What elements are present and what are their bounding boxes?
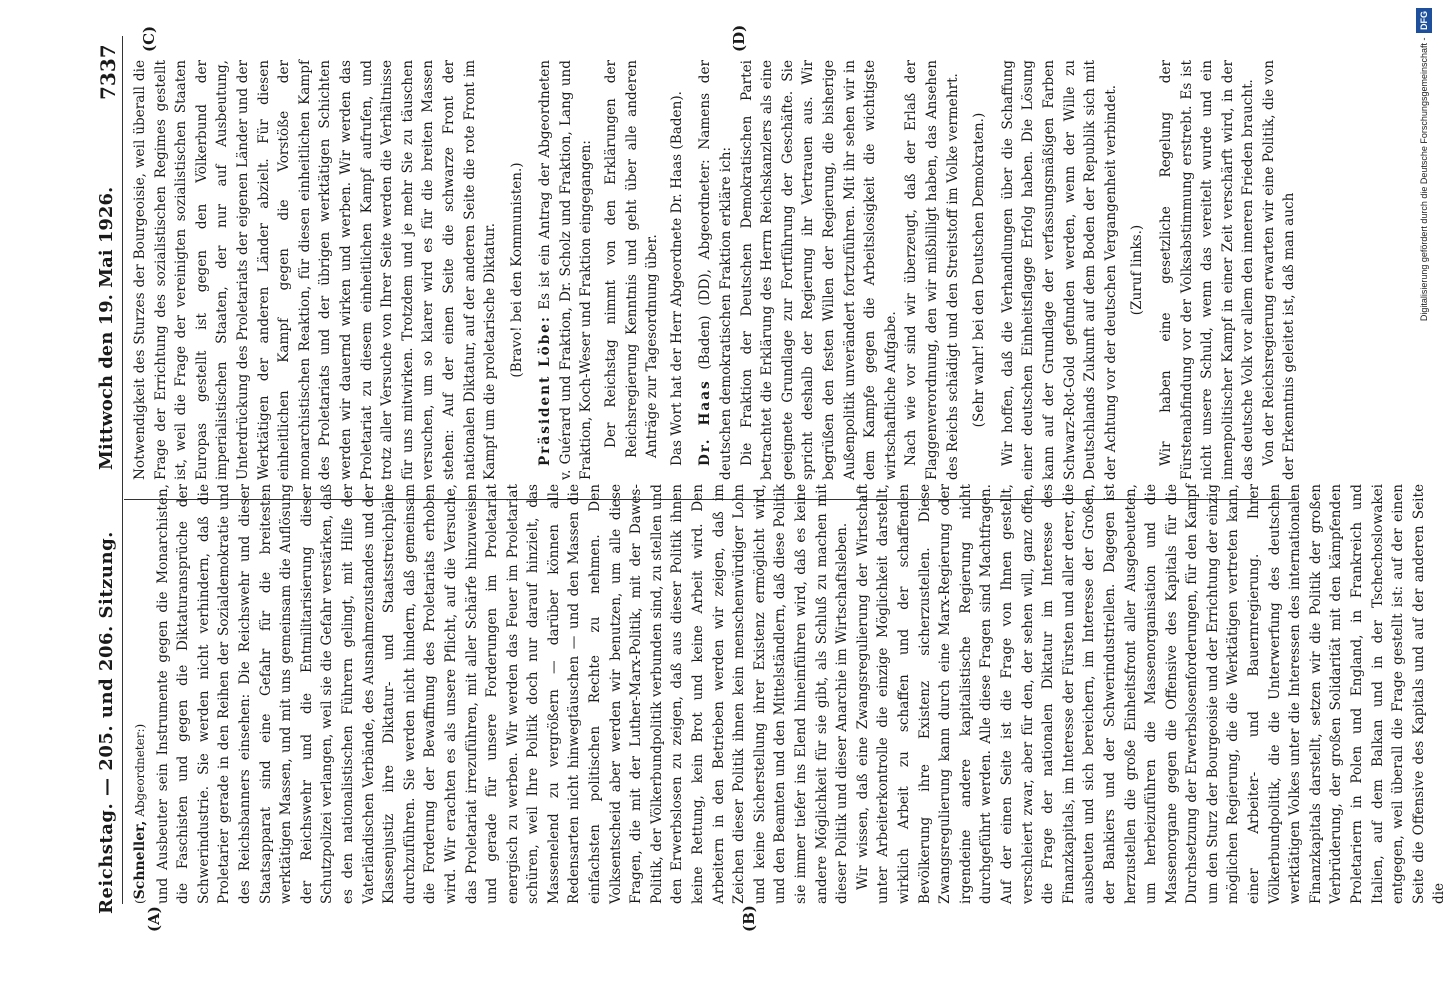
paragraph: Die Fraktion der Deutschen Demokratischen Partei betrachtet die Erklärung des Herrn Reichskanzlers als eine geeignete Grundlage zur Fortführung der Geschäfte. Sie spricht deshalb der Regierung ihr Vertrauen aus. Wir begrüßen den festen Willen der Regierung, die bisherige Außenpolitik unverändert fortzuführen. Mit ihr sehen wir in dem Kampfe gegen die Arbeitslosigkeit die wichtigste wirtschaftliche Aufgabe. — [738, 60, 899, 480]
motion-text: Der Reichstag nimmt von den Erklärungen der Reichsregierung Kenntnis und geht über alle anderen Anträge zur Tagesordnung über. — [603, 60, 661, 458]
paragraph: Notwendigkeit des Sturzes der Bourgeoisie, weil überall die Frage der Errichtung des sozialistischen Regimes gestellt ist, weil die Frage der vereinigten sozialistischen Staaten Europas gestellt ist gegen den Völkerbund der imperialistischen Staaten, der nur auf Ausbeutung, Unterdrückung des Proletariats der eigenen Länder und der Werktätigen der anderen Länder abzielt. Für diesen einheitlichen Kampf gegen die Vorstöße der monarchistischen Reaktion, für diesen einheitlichen Kampf des Proletariats und der übrigen werktätigen Schichten werden wir dauernd wirken und werben. Wir werden das Proletariat zu diesem einheitlichen Kampf aufrufen, und trotz aller Versuche von Ihrer Seite werden die Verhältnisse für uns mitwirken. Trotzdem und je mehr Sie zu täuschen versuchen, um so klarer wird es für die breiten Massen stehen: Auf der einen Seite die schwarze Front der nationalen Diktatur, auf der anderen Seite die rote Front im Kampf um die proletarische Diktatur. — [132, 60, 499, 480]
header-rule — [122, 36, 123, 904]
running-head-date: Mittwoch den 19. Mai 1926. — [96, 186, 117, 470]
paragraph: und Ausbeuter sein Instrumente gegen die Monarchisten, die Faschisten und gegen die Diktaturansprüche der Schwerindustrie. Sie werden nicht verhindern, daß die Proletarier gerade in den Reihen der Sozialdemokratie und des Reichsbanners einsehen: Die Reichswehr und dieser Staatsapparat sind eine Gefahr für die breitesten werktätigen Massen, und mit uns gemeinsam die Auflösung der Reichswehr und die Entmilitarisierung dieser Schutzpolizei verlangen, weil sie die Gefahr verstärken, daß es den nationalistischen Führern gelingt, mit Hilfe der Vaterländischen Verbände, des Ausnahmezustandes und der Klassenjustiz ihre Diktatur- und Staatsstreichpläne durchzuführen. Sie werden nicht hindern, daß gemeinsam die Forderung der Bewaffnung des Proletariats erhoben wird. Wir erachten es als unsere Pflicht, auf die Versuche, das Proletariat irrezuführen, mit aller Schärfe hinzuweisen und gerade für unsere Forderungen im Proletariat energisch zu werben. Wir werden das Feuer im Proletariat schüren, weil Ihre Politik doch nur darauf hinzielt, das Massenelend zu vergrößern — darüber können alle Redensarten nicht hinwegtäuschen — und den Massen die einfachsten politischen Rechte zu nehmen. Den Volksentscheid aber werden wir benutzen, um alle diese Fragen, die mit der Luther-Marx-Politik, mit der Dawes-Politik, der Völkerbundpolitik verbunden sind, zu stellen und den Erwerbslosen zu zeigen, daß aus dieser Politik ihnen keine Rettung, kein Brot und keine Arbeit wird. Den Arbeitern in den Betrieben werden wir zeigen, daß im Zeichen dieser Politik ihnen kein menschenwürdiger Lohn und keine Sicherstellung ihrer Existenz ermöglicht wird, und den Beamten und den Mittelständlern, daß diese Politik sie immer tiefer ins Elend hineinführen wird, daß es keine andere Möglichkeit für sie gibt, als Schluß zu machen mit dieser Politik und dieser Anarchie im Wirtschaftsleben. — [154, 484, 851, 904]
margin-letter-a: (A) — [145, 906, 163, 932]
paragraph: Von der Reichsregierung erwarten wir eine Politik, die von der Erkenntnis geleitet ist, daß man auch — [1260, 60, 1298, 480]
running-head-title: Reichstag. — 205. und 206. Sitzung. — [96, 531, 117, 914]
credit-text: Digitalisierung gefördert durch die Deutsche Forschungsgemeinschaft - — [1419, 37, 1429, 322]
dfg-logo: DFG — [1416, 8, 1432, 33]
interjection-note: (Zuruf links.) — [1129, 224, 1146, 316]
left-column — [130, 484, 1450, 904]
speaker-name: Schneller, — [132, 820, 148, 900]
paragraph: Wir hoffen, daß die Verhandlungen über die Schaffung einer deutschen Einheitsflagge Erfolg haben. Die Lösung kann auf der Grundlage der verfassungsmäßigen Farben Schwarz-Rot-Gold gefunden werden, wenn der Wille zu Deutschlands Zukunft auf dem Boden der Republik sich mit der Achtung vor der deutschen Vergangenheit verbindet. — [999, 60, 1119, 480]
paragraph: Wir wissen, daß eine Zwangsregulierung der Wirtschaft unter Arbeiterkontrolle die einzige Möglichkeit darstellt, wirklich Arbeit zu schaffen und der schaffenden Bevölkerung ihre Existenz sicherzustellen. Diese Zwangsregulierung kann durch eine Marx-Regierung oder irgendeine andere kapitalistische Regierung nicht durchgeführt werden. Alle diese Fragen sind Machtfragen. Auf der einen Seite ist die Frage von Ihnen gestellt, verschleiert zwar, aber für den, der sehen will, ganz offen, die Frage der nationalen Diktatur im Interesse des Finanzkapitals, im Interesse der Fürsten und aller derer, die ausbeuten und sich bereichern, im Interesse der Großen, der Bankiers und der Schwerindustriellen. Dagegen ist herzustellen die große Einheitsfront aller Ausgebeuteten, um herbeizuführen die Massenorganisation und die Massenorgane gegen die Offensive des Kapitals für die Durchsetzung der Erwerbslosenforderungen, für den Kampf um den Sturz der Bourgeoisie und der Errichtung der einzig möglichen Regierung, die die Werktätigen vertreten kann, einer Arbeiter- und Bauernregierung. Ihrer Völkerbundpolitik, die die Unterwerfung des deutschen werktätigen Volkes unter die Interessen des internationalen Finanzkapitals darstellt, setzen wir die Politik der großen Verbrüderung, der großen Solidarität mit den kämpfenden Proletariern in Polen und England, in Frankreich und Italien, auf dem Balkan und in der Tschechoslowakei entgegen, weil überall die Frage gestellt ist: auf der einen Seite die Offensive des Kapitals und auf der anderen Seite die — [854, 484, 1448, 904]
applause-note: (Sehr wahr! bei den Deutschen Demokraten.) — [971, 112, 988, 428]
margin-letter-b: (B) — [740, 905, 758, 932]
president-text-2: Das Wort hat der Herr Abgeordnete Dr. Haas (Baden). — [668, 91, 685, 466]
speaker-role: Abgeordneter: — [133, 728, 147, 817]
paragraph: Wir haben eine gesetzliche Regelung der Fürstenabfindung vor der Volksabstimmung erstrebt. Es ist nicht unsere Schuld, wenn das vereitelt wurde und ein innenpolitischer Kampf in einer Zeit verschärft wird, in der das deutsche Volk vor allem den inneren Frieden braucht. — [1157, 60, 1257, 480]
president-text: Es ist ein Antrag der Abgeordneten v. Guérard und Fraktion, Dr. Scholz und Fraktion, Lang und Fraktion, Koch-Weser und Fraktion eingegangen: — [537, 59, 595, 480]
paragraph: Nach wie vor sind wir überzeugt, daß der Erlaß der Flaggenverordnung, den wir mißbilligt haben, das Ansehen des Reichs schädigt und den Streitstoff im Volke vermehrt. — [903, 60, 961, 480]
digitization-credit — [1416, 8, 1432, 998]
right-column — [130, 60, 1300, 480]
haas-intro: (Baden) (DD), Abgeordneter: Namens der deutschen demokratischen Fraktion erkläre ich: — [697, 60, 735, 480]
speaker-tag: (Schneller, Abgeordneter:) — [132, 723, 148, 904]
margin-letter-c: (C) — [140, 25, 158, 52]
haas-name: Dr. Haas — [697, 379, 714, 466]
margin-letter-d: (D) — [730, 24, 748, 52]
page-number: 7337 — [96, 44, 120, 100]
president-name: Präsident Löbe: — [537, 315, 554, 466]
applause-note: (Bravo! bei den Kommunisten.) — [508, 162, 525, 378]
